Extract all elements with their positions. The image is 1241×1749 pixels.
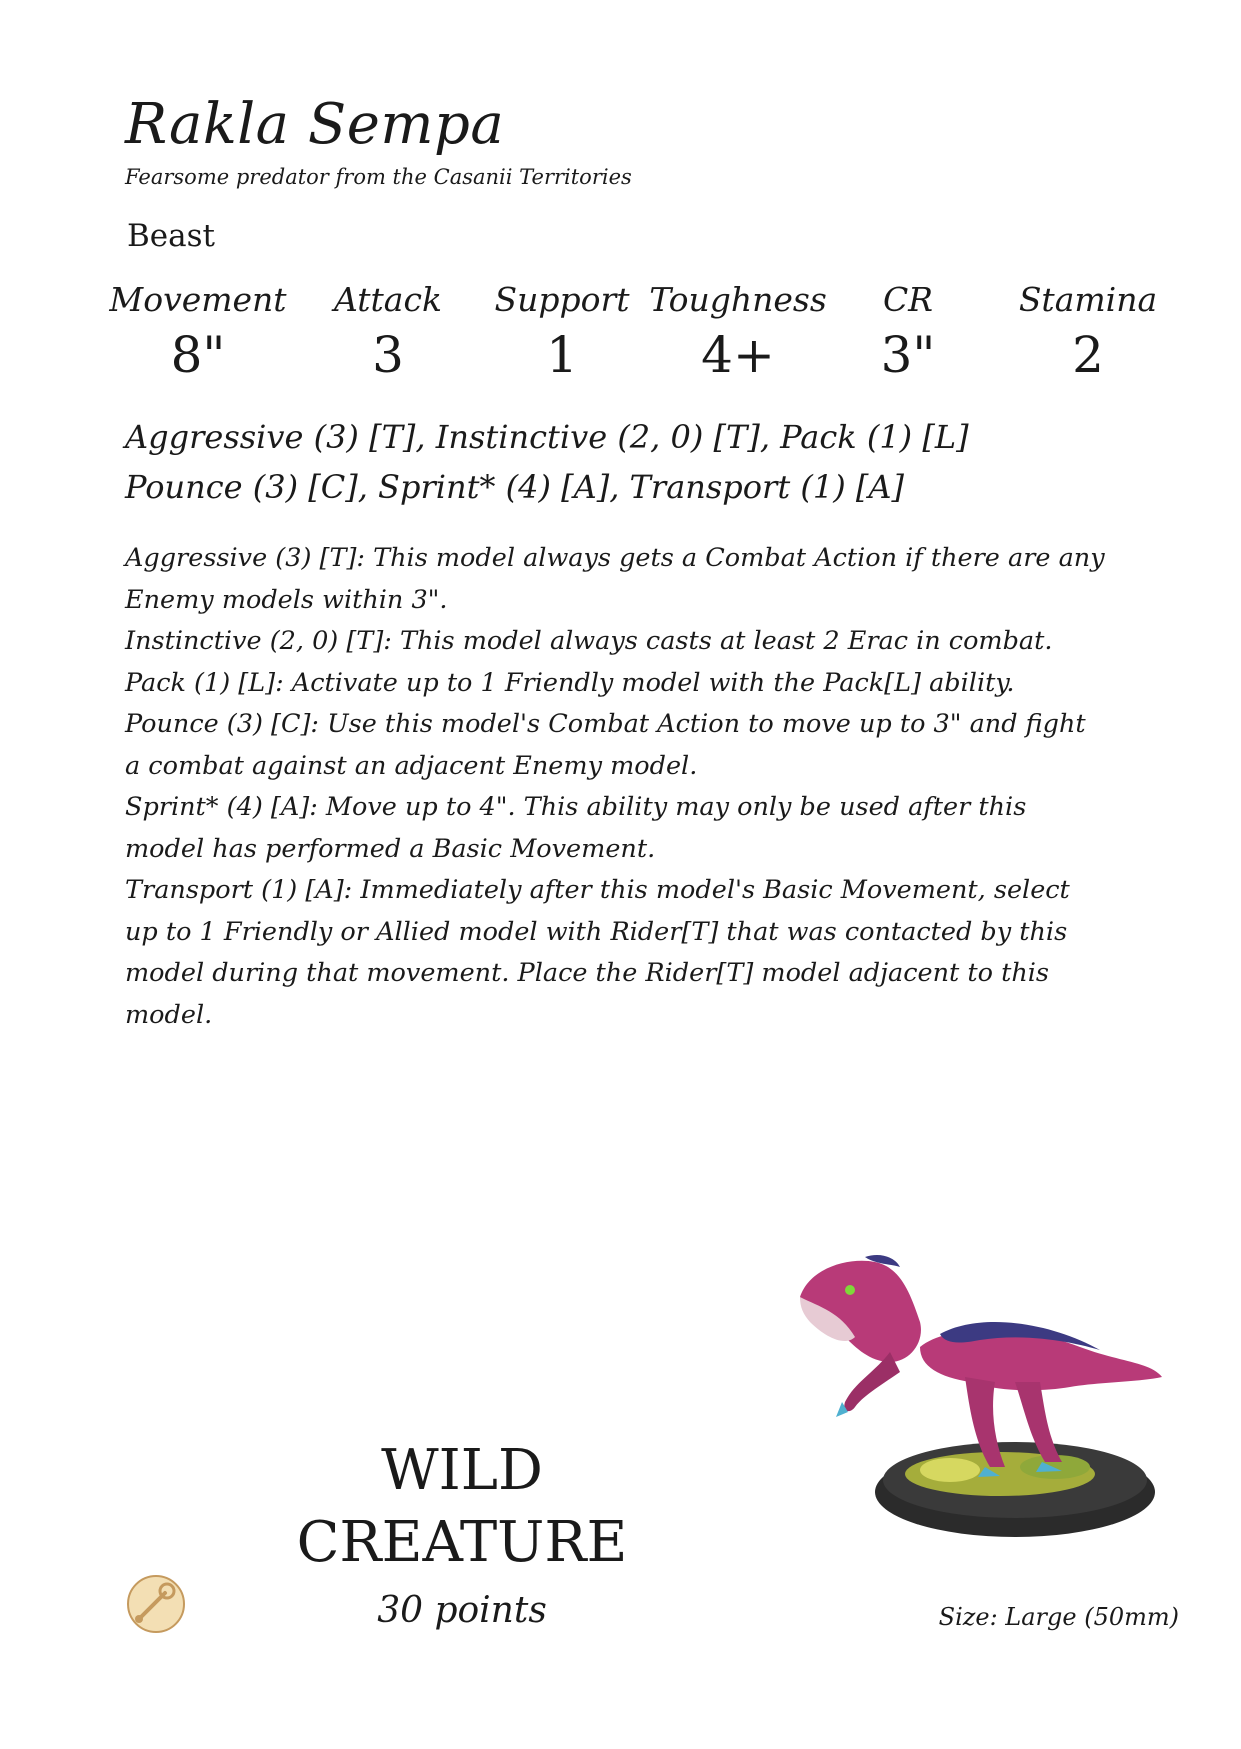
model-type: Beast <box>127 218 215 254</box>
stat-label: Stamina <box>1018 280 1158 319</box>
ability-descriptions <box>125 538 1105 1036</box>
faction-emblem-icon <box>125 1573 187 1635</box>
ability-pounce: Pounce (3) [C]: Use this model's Combat Action to move up to 3" and fight a combat against an adjacent Enemy model. <box>125 709 1086 781</box>
faction-label <box>262 1435 662 1579</box>
stat-attack <box>298 280 478 388</box>
stat-value: 4+ <box>701 326 775 384</box>
ability-aggressive: Aggressive (3) [T]: This model always gets a Combat Action if there are any Enemy models within 3". <box>125 543 1105 615</box>
stat-toughness <box>648 280 828 388</box>
stat-value: 8" <box>170 326 226 384</box>
stat-label: CR <box>882 280 934 319</box>
abilities-summary-line: Aggressive (3) [T], Instinctive (2, 0) [T], Pack (1) [L] <box>125 418 969 456</box>
stat-label: Attack <box>334 280 442 319</box>
ability-instinctive: Instinctive (2, 0) [T]: This model always casts at least 2 Erac in combat. <box>125 626 1053 656</box>
abilities-summary-line: Pounce (3) [C], Sprint* (4) [A], Transport (1) [A] <box>125 468 904 506</box>
subtitle: Fearsome predator from the Casanii Territories <box>125 165 632 189</box>
ability-transport: Transport (1) [A]: Immediately after this model's Basic Movement, select up to 1 Friendly or Allied model with Rider[T] that was contacted by this model during that movement. Place the Rider[T] model adjacent to this model. <box>125 875 1070 1030</box>
page-title: Rakla Sempa <box>125 92 505 157</box>
stat-cr <box>818 280 998 388</box>
points-cost: 30 points <box>377 1590 547 1631</box>
stat-label: Movement <box>109 280 287 319</box>
stat-stamina <box>998 280 1178 388</box>
faction-line: WILD <box>381 1438 543 1503</box>
stat-value: 1 <box>546 326 578 384</box>
stat-label: Support <box>494 280 630 319</box>
stat-label: Toughness <box>649 280 827 319</box>
ability-sprint: Sprint* (4) [A]: Move up to 4". This ability may only be used after this model has performed a Basic Movement. <box>125 792 1027 864</box>
faction-line: CREATURE <box>296 1510 628 1575</box>
stat-value: 3" <box>880 326 936 384</box>
stat-support <box>472 280 652 388</box>
stat-movement <box>108 280 288 388</box>
stat-value: 3 <box>372 326 404 384</box>
base-size: Size: Large (50mm) <box>938 1603 1179 1631</box>
ability-pack: Pack (1) [L]: Activate up to 1 Friendly model with the Pack[L] ability. <box>125 667 1015 698</box>
creature-miniature-image <box>800 1252 1170 1542</box>
stat-value: 2 <box>1072 326 1104 384</box>
